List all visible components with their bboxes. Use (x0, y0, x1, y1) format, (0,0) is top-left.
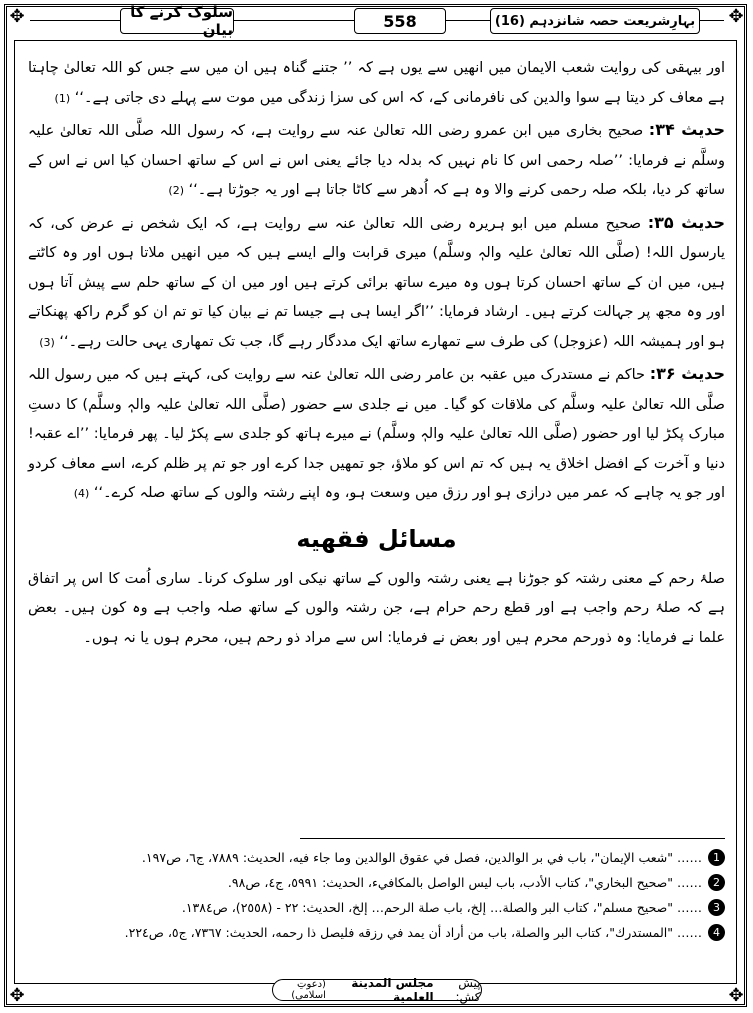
footnote-marker: (1) (54, 91, 71, 105)
main-text (28, 52, 725, 655)
footer-prefix: پیش کش: (455, 976, 481, 1004)
paragraph (28, 208, 725, 358)
chapter-title: سلوک کرنے کا بیان (120, 8, 234, 34)
footnote (28, 870, 725, 895)
footnote-number: 4 (708, 924, 725, 941)
footer-org: مجلس المدينة العلمية (351, 976, 434, 1004)
footnote-number: 1 (708, 849, 725, 866)
footnote-text: …… "صحيح البخاري"، كتاب الأدب، باب ليس الواصل بالمكافيء، الحديث: ٥٩٩١، ج٤، ص٩٨. (227, 875, 702, 890)
corner-ornament-icon: ✥ (9, 6, 25, 27)
paragraph-text: صحیح بخاری میں ابن عمرو رضی اللہ تعالیٰ عنہ سے روایت ہے، کہ رسول اللہ صلَّی اللہ تعالیٰ علیہ وسلَّم نے فرمایا: ’’صلہ رحمی اس کا نام نہیں کہ بدلہ دیا جائے یعنی اس نے اس کے ساتھ احسان کیا اس نے اس کے ساتھ کر دیا، بلکہ صلہ رحمی کرنے والا وہ ہے کہ اُدھر سے کاٹا جاتا ہے اور یہ جوڑتا ہے۔‘‘ (28, 123, 725, 198)
footnote (28, 845, 725, 870)
footnote-text: …… "شعب الإيمان"، باب في بر الوالدين، فصل في عقوق الوالدين وما جاء فيه، الحديث: ٧٨٨٩، ج٦، ص١٩٧. (141, 850, 702, 865)
hadith-heading: حدیث ۳۶: (649, 364, 726, 383)
book-title: بہارِشریعت حصہ شانزدہم (16) (490, 8, 700, 34)
footnote-marker: (3) (39, 335, 55, 349)
paragraph-text: صحیح مسلم میں ابو ہریرہ رضی اللہ تعالیٰ عنہ سے روایت ہے، کہ ایک شخص نے عرض کی، کہ یارسول اللہ! (صلَّی اللہ تعالیٰ علیہ والہٖ وسلَّم) میری قرابت والے ایسے ہیں کہ میں انھیں ملاتا ہوں اور وہ کاٹتے ہیں، میں ان کے ساتھ احسان کرتا ہوں وہ میرے ساتھ برائی کرتے ہیں اور میں ان کے ساتھ حلم سے پیش آتا ہوں اور وہ مجھ پر جہالت کرتے ہیں۔ ارشاد فرمایا: ’’اگر ایسا ہی ہے جیسا تم نے بیان کیا تو تم ان کو گرم راکھ پھنکاتے ہو اور ہمیشہ اللہ (عزوجل) کی طرف سے تمھارے ساتھ ایک مددگار رہے گا، جب تک تمھاری یہی حالت رہے۔‘‘ (28, 215, 725, 350)
paragraph-text: اور بیہقی کی روایت شعب الایمان میں انھیں سے یوں ہے کہ ’’ جتنے گناہ ہیں ان میں سے جس کو اللہ تعالیٰ چاہتا ہے معاف کر دیتا ہے سوا والدین کی نافرمانی کے، کہ اس کی سزا زندگی میں موت سے پہلے دی جاتی ہے۔‘‘ (28, 60, 725, 106)
paragraph (28, 52, 725, 113)
page-number: 558 (354, 8, 446, 34)
hadith-heading: حدیث ۳۴: (648, 120, 725, 139)
header-rule (446, 20, 490, 21)
footnote (28, 920, 725, 945)
footnote-number: 3 (708, 899, 725, 916)
paragraph (28, 359, 725, 509)
hadith-heading: حدیث ۳۵: (647, 212, 726, 232)
footer-suffix: (دعوتِ اسلامی) (291, 979, 326, 1001)
footnote-text: …… "المستدرك"، كتاب البر والصلة، باب من أراد أن يمد في رزقه فليصل ذا رحمه، الحديث: ٧٣٦٧، ج٥، ص٢٢٤. (124, 925, 702, 940)
footnote-divider (300, 838, 725, 839)
corner-ornament-icon: ✥ (728, 6, 744, 27)
header-rule (30, 20, 120, 21)
section-title: مسائل فقهيه (296, 524, 457, 553)
footnote-marker: (2) (168, 184, 184, 197)
corner-ornament-icon: ✥ (9, 985, 25, 1006)
header-rule (234, 20, 354, 21)
header-rule (700, 20, 724, 21)
footnote-marker: (4) (73, 487, 90, 500)
footnote-text: …… "صحيح مسلم"، كتاب البر والصلة… إلخ، باب صلة الرحم… إلخ، الحديث: ٢٢ - (٢٥٥٨)، ص١٣٨٤. (181, 900, 702, 915)
publisher-footer (272, 976, 482, 1004)
footnote-number: 2 (708, 874, 725, 891)
footnote (28, 895, 725, 920)
corner-ornament-icon: ✥ (728, 985, 744, 1006)
paragraph (28, 115, 725, 206)
section-paragraph: صلۂ رحم کے معنی رشتہ کو جوڑنا ہے یعنی رشتہ والوں کے ساتھ نیکی اور سلوک کرنا۔ ساری اُمت کا اس پر اتفاق ہے کہ صلۂ رحم واجب ہے اور قطع رحم حرام ہے، جن رشتہ والوں کے ساتھ صلہ واجب ہے وہ کون ہیں۔ بعض علما نے فرمایا: وہ ذورحم محرم ہیں اور بعض نے فرمایا: اس سے مراد ذو رحم ہیں، محرم ہوں یا نہ ہوں۔ (28, 570, 725, 646)
paragraph-text: حاکم نے مستدرک میں عقبہ بن عامر رضی اللہ تعالیٰ عنہ سے روایت کی، کہتے ہیں کہ میں رسول اللہ صلَّی اللہ تعالیٰ علیہ وسلَّم کی ملاقات کو گیا۔ میں نے جلدی سے حضور (صلَّی اللہ تعالیٰ علیہ والہٖ وسلَّم) کا دستِ مبارک پکڑ لیا اور حضور (صلَّی اللہ تعالیٰ علیہ والہٖ وسلَّم) نے میرے ہاتھ کو جلدی سے پکڑ لیا۔ پھر فرمایا: ’’اے عقبہ! دنیا و آخرت کے افضل اخلاق یہ ہیں کہ تم اس کو ملاؤ، جو تمھیں جدا کرے اور جو تم پر ظلم کرے، اسے معاف کردو اور جو یہ چاہے کہ عمر میں درازی ہو اور رزق میں وسعت ہو، وہ اپنے رشتہ والوں کے ساتھ صلہ کرے۔‘‘ (28, 367, 725, 501)
footnotes (28, 845, 725, 945)
